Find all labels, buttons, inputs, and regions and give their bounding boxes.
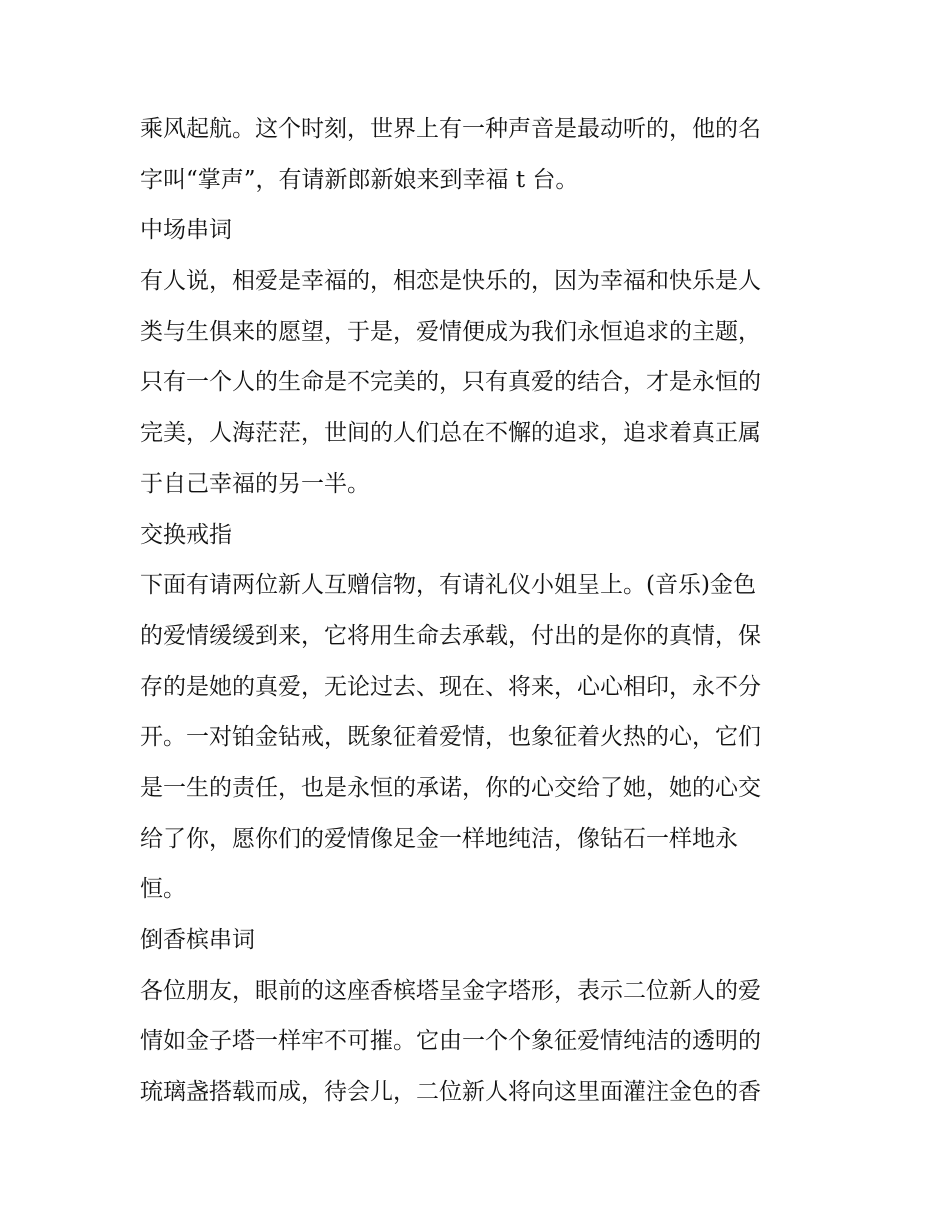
text-line: 字叫“掌声”，有请新郎新娘来到幸福 t 台。	[140, 166, 579, 193]
text-line: 类与生俱来的愿望，于是，爱情便成为我们永恒追求的主题，	[140, 318, 761, 345]
text-line: 于自己幸福的另一半。	[140, 470, 370, 497]
text-line: 存的是她的真爱，无论过去、现在、将来，心心相印，永不分	[140, 673, 761, 700]
text-line: 情如金子塔一样牢不可摧。它由一个个象征爱情纯洁的透明的	[140, 1028, 761, 1055]
text-line: 下面有请两位新人互赠信物，有请礼仪小姐呈上。(音乐)金色	[140, 572, 756, 599]
text-line: 恒。	[140, 876, 186, 903]
text-line: 开。一对铂金钻戒，既象征着爱情，也象征着火热的心，它们	[140, 724, 761, 751]
section-heading: 中场串词	[140, 217, 232, 244]
text-line: 乘风起航。这个时刻，世界上有一种声音是最动听的，他的名	[140, 116, 761, 142]
text-line: 琉璃盏搭载而成，待会儿，二位新人将向这里面灌注金色的香	[140, 1079, 761, 1106]
text-line: 各位朋友，眼前的这座香槟塔呈金字塔形，表示二位新人的爱	[140, 977, 761, 1004]
text-line: 给了你，愿你们的爱情像足金一样地纯洁，像钻石一样地永	[140, 825, 738, 852]
text-line: 的爱情缓缓到来，它将用生命去承载，付出的是你的真情，保	[140, 622, 761, 649]
text-line: 只有一个人的生命是不完美的，只有真爱的结合，才是永恒的	[140, 369, 761, 396]
text-line: 有人说，相爱是幸福的，相恋是快乐的，因为幸福和快乐是人	[140, 268, 761, 295]
section-heading: 交换戒指	[140, 521, 232, 548]
text-line: 是一生的责任，也是永恒的承诺，你的心交给了她，她的心交	[140, 774, 761, 801]
text-line: 完美，人海茫茫，世间的人们总在不懈的追求，追求着真正属	[140, 420, 761, 447]
document-body	[140, 104, 812, 1118]
section-heading: 倒香槟串词	[140, 927, 255, 953]
